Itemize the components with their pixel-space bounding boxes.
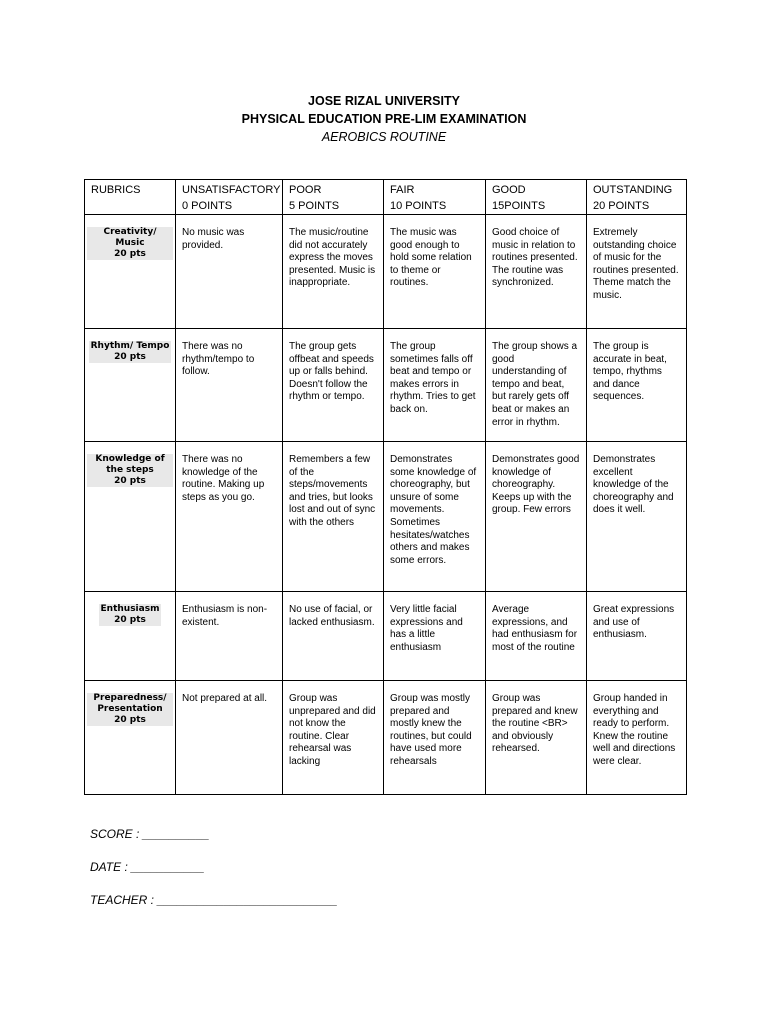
criterion-cell: Knowledge of the steps 20 pts	[85, 442, 176, 592]
table-cell: The group is accurate in beat, tempo, rhythms and dance sequences.	[587, 329, 687, 442]
rubric-table	[84, 179, 687, 795]
table-cell: Demonstrates some knowledge of choreography, but unsure of some movements. Sometimes hesitates/watches others and makes some errors.	[384, 442, 486, 592]
table-cell: Average expressions, and had enthusiasm for most of the routine	[486, 592, 587, 681]
table-cell: The music was good enough to hold some relation to theme or routines.	[384, 215, 486, 329]
column-header-good: GOOD 15POINTS	[486, 180, 587, 215]
exam-title: PHYSICAL EDUCATION PRE-LIM EXAMINATION	[241, 112, 527, 126]
table-row	[85, 592, 687, 681]
table-cell: No music was provided.	[176, 215, 283, 329]
column-header-unsatisfactory: UNSATISFACTORY 0 POINTS	[176, 180, 283, 215]
document-header	[0, 92, 768, 146]
criterion-cell: Rhythm/ Tempo 20 pts	[85, 329, 176, 442]
table-cell: The music/routine did not accurately express the moves presented. Music is inappropriate.	[283, 215, 384, 329]
column-header-outstanding: OUTSTANDING 20 POINTS	[587, 180, 687, 215]
table-cell: The group shows a good understanding of tempo and beat, but rarely gets off beat or makes an error in rhythm.	[486, 329, 587, 442]
table-cell: Demonstrates good knowledge of choreography. Keeps up with the group. Few errors	[486, 442, 587, 592]
university-title: JOSE RIZAL UNIVERSITY	[308, 94, 460, 108]
table-cell: Group was prepared and knew the routine <BR> and obviously rehearsed.	[486, 681, 587, 795]
table-row	[85, 215, 687, 329]
table-cell: Good choice of music in relation to routines presented. The routine was synchronized.	[486, 215, 587, 329]
table-row	[85, 681, 687, 795]
table-cell: Demonstrates excellent knowledge of the choreography and does it well.	[587, 442, 687, 592]
table-cell: Great expressions and use of enthusiasm.	[587, 592, 687, 681]
table-row	[85, 329, 687, 442]
table-cell: Group was unprepared and did not know the routine. Clear rehearsal was lacking	[283, 681, 384, 795]
table-cell: The group gets offbeat and speeds up or falls behind. Doesn't follow the rhythm or tempo.	[283, 329, 384, 442]
table-cell: The group sometimes falls off beat and tempo or makes errors in rhythm. Tries to get back on.	[384, 329, 486, 442]
table-cell: Group handed in everything and ready to perform. Knew the routine well and directions were clear.	[587, 681, 687, 795]
column-header-fair: FAIR 10 POINTS	[384, 180, 486, 215]
table-cell: Remembers a few of the steps/movements and tries, but looks lost and out of sync with the others	[283, 442, 384, 592]
column-header-rubrics: RUBRICS	[85, 180, 176, 215]
table-cell: Not prepared at all.	[176, 681, 283, 795]
table-cell: Extremely outstanding choice of music for the routines presented. Theme match the music.	[587, 215, 687, 329]
column-header-poor: POOR 5 POINTS	[283, 180, 384, 215]
table-cell: There was no rhythm/tempo to follow.	[176, 329, 283, 442]
teacher-line: TEACHER : ___________________________	[90, 893, 338, 907]
criterion-cell: Preparedness/ Presentation 20 pts	[85, 681, 176, 795]
score-line: SCORE : __________	[90, 827, 210, 841]
criterion-cell: Creativity/ Music 20 pts	[85, 215, 176, 329]
table-cell: Very little facial expressions and has a little enthusiasm	[384, 592, 486, 681]
table-cell: No use of facial, or lacked enthusiasm.	[283, 592, 384, 681]
table-cell: There was no knowledge of the routine. Making up steps as you go.	[176, 442, 283, 592]
criterion-cell: Enthusiasm 20 pts	[85, 592, 176, 681]
date-line: DATE : ___________	[90, 860, 205, 874]
table-row	[85, 442, 687, 592]
routine-subtitle: AEROBICS ROUTINE	[321, 130, 447, 144]
table-header-row	[85, 180, 687, 215]
table-cell: Group was mostly prepared and mostly knew the routines, but could have used more rehearsals	[384, 681, 486, 795]
table-cell: Enthusiasm is non-existent.	[176, 592, 283, 681]
